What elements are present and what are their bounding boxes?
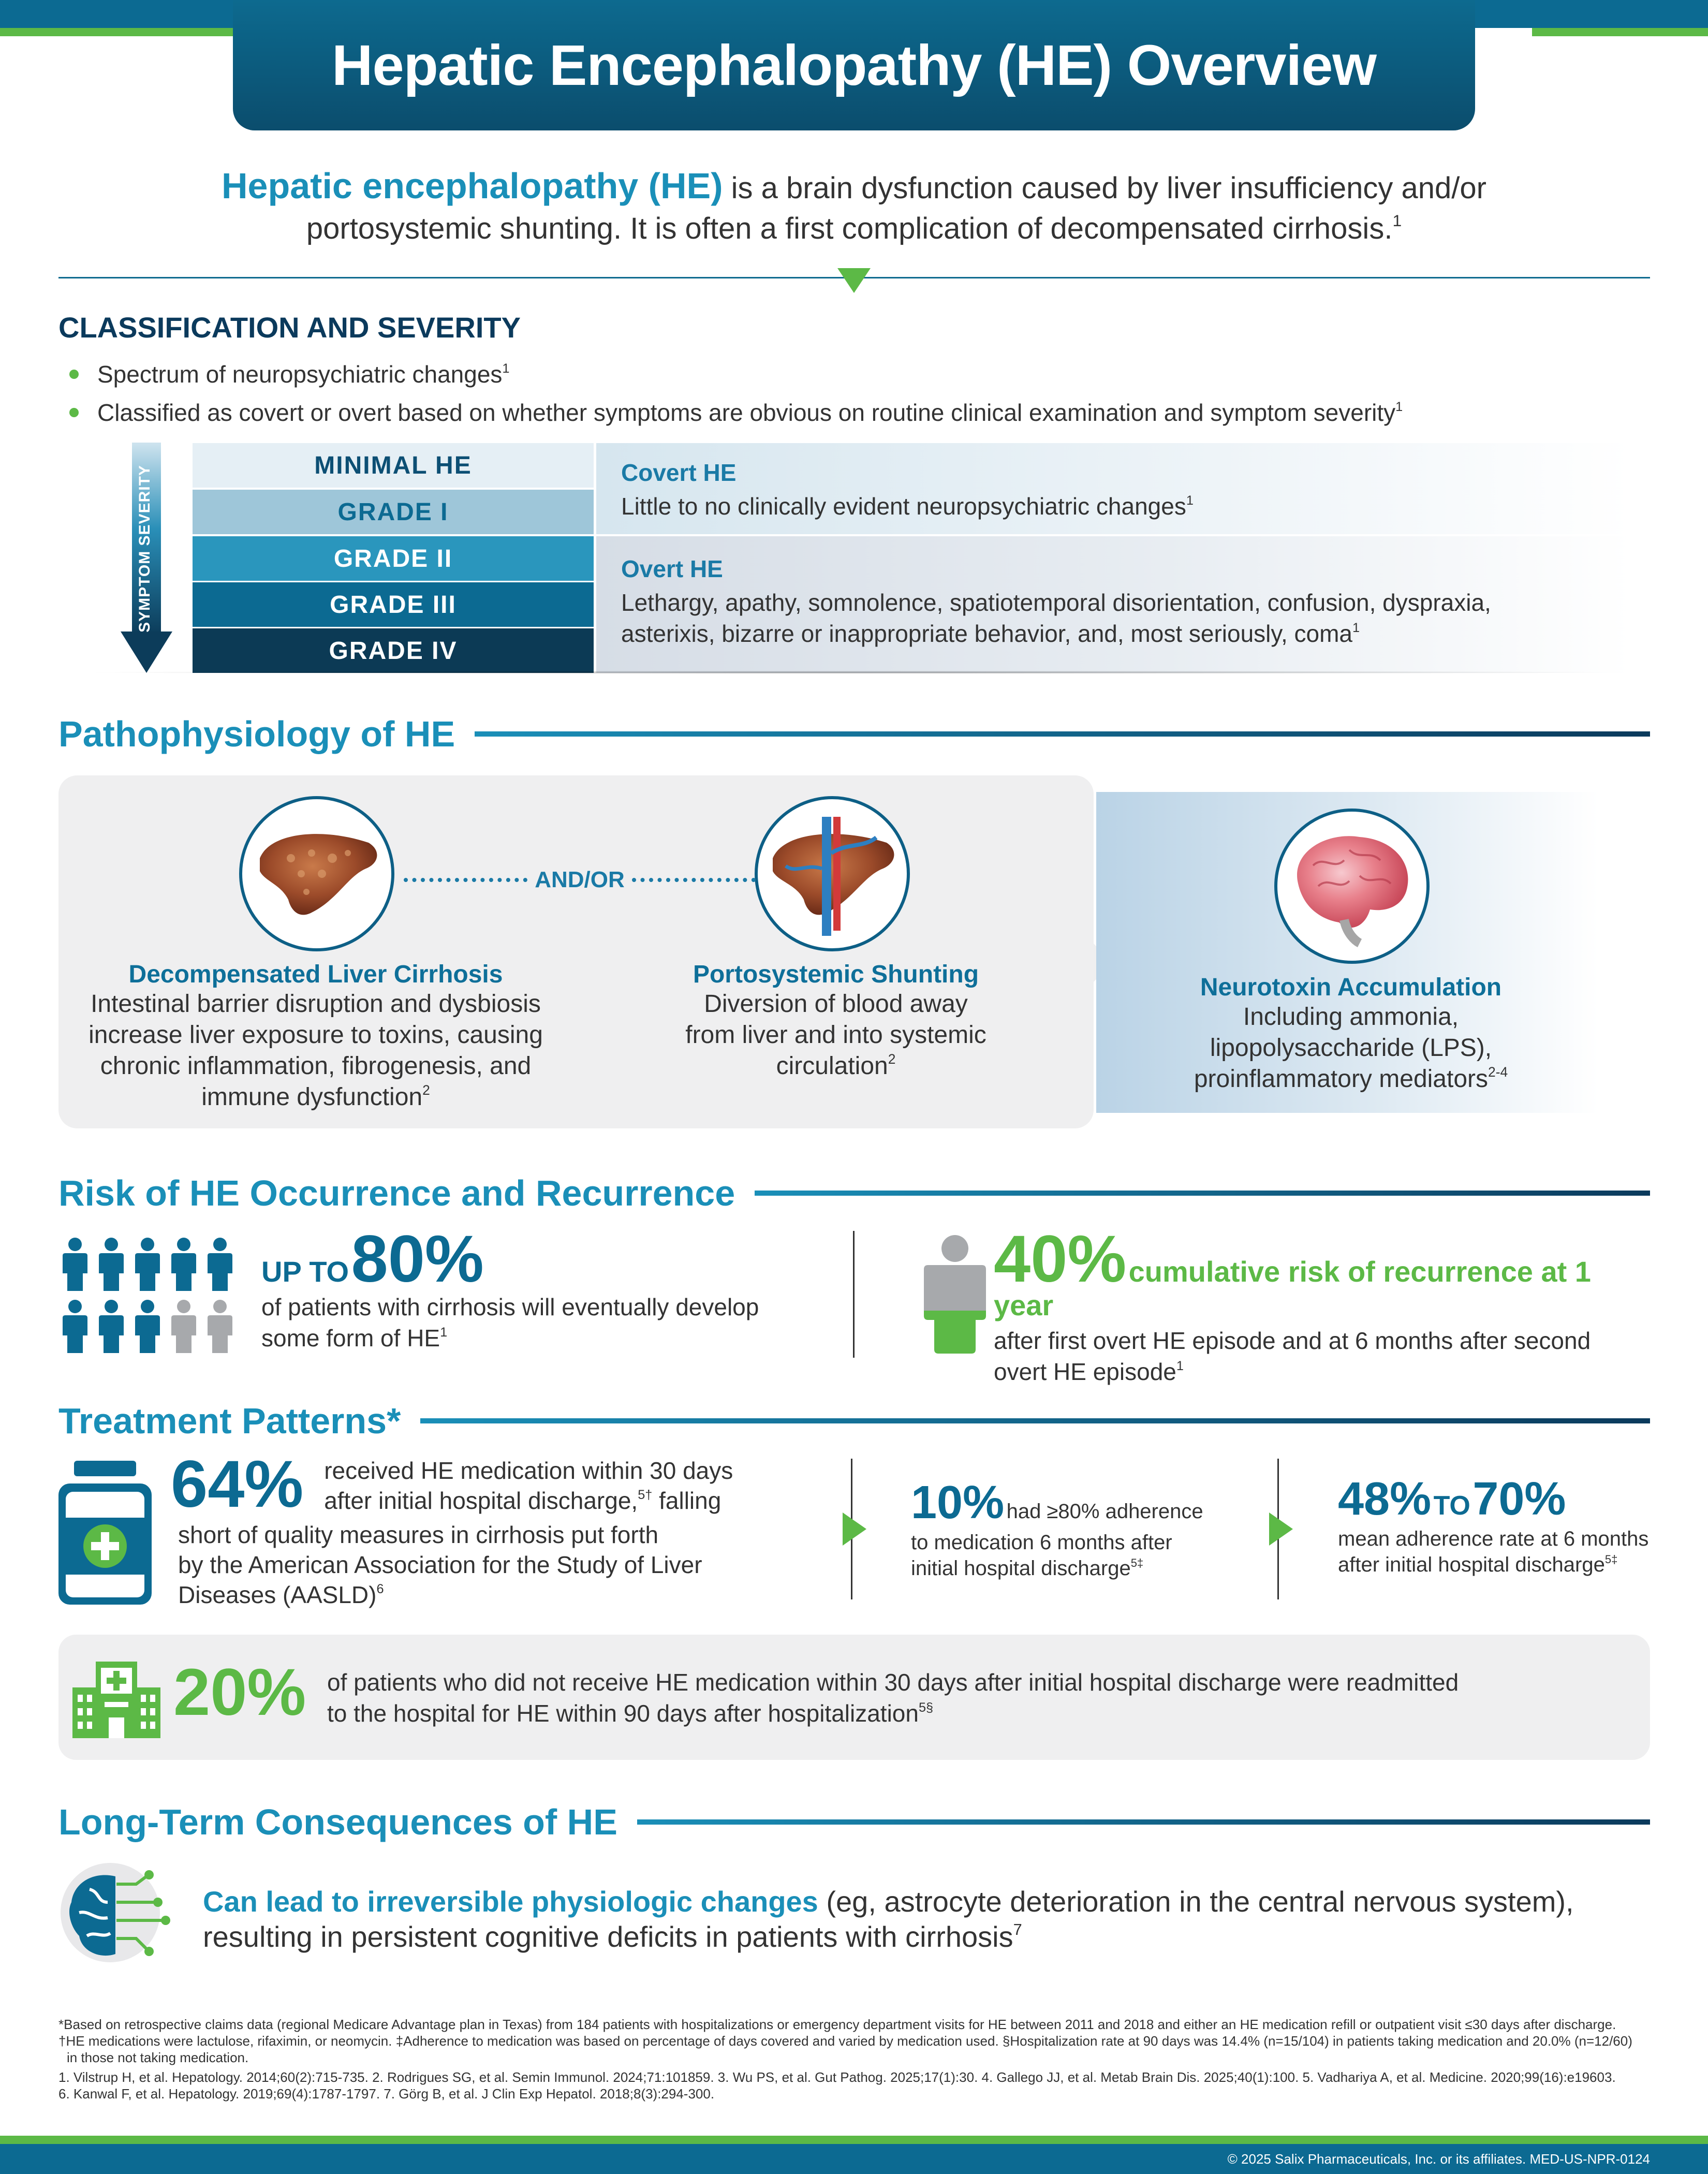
play-arrow-icon	[843, 1512, 866, 1546]
person-icon	[99, 1300, 124, 1353]
shunting-title: Portosystemic Shunting	[693, 961, 979, 988]
footnotes: *Based on retrospective claims data (regional Medicare Advantage plan in Texas) from 184 patients with hospitalizations or emergency department visits for HE between 2011 and 2018 and either an HE medication refill or outpatient visit ≤30 days after discharge. †HE medications were lactulose, rifaximin, or neomycin. ‡Adherence to medication was based on percentage of days covered and varied by medication used. §Hospitalization rate at 90 days was 14.4% (n=15/104) in patients taking medication and 20.0% (n=12/60) in those not taking medication. 1. Vilstrup H, et al. Hepatology. 2014;60(2):715-735. 2. Rodrigues SG, et al. Semin Immunol. 2024;71:101859. 3. Wu PS, et al. Gut Pathog. 2025;17(1):30. 4. Gallego JJ, et al. Metab Brain Dis. 2025;40(1):100. 5. Vadhariya A, et al. Medicine. 2020;99(16):e19603. 6. Kanwal F, et al. Hepatology. 2019;69(4):1787-1797. 7. Görg B, et al. J Clin Exp Hepatol. 2018;8(3):294-300.	[58, 2017, 1632, 2102]
person-icon	[171, 1300, 196, 1353]
bottom-accent	[0, 2136, 1708, 2144]
risk-value-40: 40%	[994, 1222, 1127, 1296]
covert-he-panel	[596, 443, 1631, 534]
classification-bullets	[67, 357, 1403, 434]
overt-title: Overt HE	[621, 555, 723, 582]
shunting-block	[624, 960, 1048, 1085]
brain-icon	[1274, 809, 1430, 964]
person-icon	[63, 1238, 87, 1291]
risk-occurrence	[261, 1222, 841, 1358]
person-icon	[99, 1238, 124, 1291]
grade-minimal: MINIMAL HE	[193, 443, 594, 488]
risk-occurrence-text: of patients with cirrhosis will eventually develop some form of $HE^1$	[261, 1294, 759, 1352]
overt-he-panel	[596, 536, 1631, 673]
cirrhosis-title: Decompensated Liver Cirrhosis	[128, 961, 503, 988]
section-heading: Long-Term Consequences of HE	[58, 1802, 617, 1842]
risk-recurrence-tail: cumulative risk of recurrence at 1 year	[994, 1255, 1591, 1321]
covert-title: Covert HE	[621, 459, 737, 486]
classification-heading: CLASSIFICATION AND SEVERITY	[58, 311, 521, 344]
person-icon	[135, 1300, 160, 1353]
down-triangle-icon	[837, 268, 871, 293]
neurotoxin-block	[1128, 973, 1573, 1098]
neurotoxin-title: Neurotoxin Accumulation	[1200, 974, 1502, 1001]
risk-divider	[853, 1231, 855, 1358]
cirrhosis-block	[83, 960, 549, 1116]
overt-text: Lethargy, apathy, somnolence, spatiotemporal disorientation, confusion, dyspraxia, asterixis, bizarre or inappropriate behavior, and, most seriously, coma$^1$	[621, 589, 1491, 647]
readmission-text: of patients who did not receive HE medication within 30 days after initial hospital discharge were readmitted to the hospital for HE within 90 days after hospitalization$^{5\S}$	[327, 1669, 1459, 1727]
person-icon	[135, 1238, 160, 1291]
covert-text: Little to no clinically evident neuropsychiatric changes$^1$	[621, 493, 1194, 520]
intro-ref: 1	[1392, 211, 1402, 230]
and-or-connector	[404, 867, 756, 892]
risk-prefix: UP TO	[261, 1255, 349, 1288]
treatment-64-head: received HE medication within 30 days after initial hospital discharge,$^{5\dagger}$ falling	[324, 1457, 733, 1514]
longterm-text: Can lead to irreversible physiologic changes (eg, astrocyte deterioration in the central nervous system), resulting in persistent cognitive deficits in patients with cirrhosis$^7$	[203, 1885, 1574, 1953]
brain-circuit-icon	[58, 1861, 183, 1972]
hospital-icon	[72, 1656, 160, 1742]
treatment-value-48: 48%	[1338, 1473, 1432, 1525]
top-accent-right	[1532, 28, 1708, 36]
page-title: Hepatic Encephalopathy (HE) Overview	[332, 33, 1376, 97]
section-heading: Pathophysiology of HE	[58, 714, 455, 754]
risk-recurrence	[994, 1222, 1651, 1391]
intro-highlight: Hepatic encephalopathy (HE)	[221, 166, 723, 206]
people-pictogram	[58, 1237, 240, 1359]
section-heading: Risk of HE Occurrence and Recurrence	[58, 1173, 735, 1213]
grade-2: GRADE II	[193, 536, 594, 581]
connector-label: AND/OR	[535, 867, 625, 892]
risk-value-80: 80%	[351, 1222, 484, 1296]
intro-text-b: portosystemic shunting. It is often a first complication of decompensated cirrhosis.	[306, 212, 1393, 245]
treatment-64-text: short of quality measures in cirrhosis put forth by the American Association for the Study of Liver Diseases (AASLD)$^6$	[178, 1521, 702, 1608]
treatment-10-text: to medication 6 months after initial hospital discharge$^{5\ddagger}$	[911, 1531, 1172, 1580]
person-icon	[208, 1300, 232, 1353]
bullet-item: Spectrum of neuropsychiatric changes$^1$	[67, 357, 1403, 395]
cirrhosis-text: Intestinal barrier disruption and dysbiosis increase liver exposure to toxins, causing chronic inflammation, fibrogenesis, and immune dysfunction$^2$	[89, 990, 543, 1111]
section-treatment	[58, 1400, 1650, 1442]
treatment-value-20: 20%	[173, 1655, 306, 1729]
section-heading: Treatment Patterns*	[58, 1401, 401, 1441]
top-accent-left	[0, 28, 233, 36]
section-pathophysiology	[58, 713, 1650, 755]
person-icon	[63, 1300, 87, 1353]
severity-shadow	[78, 671, 1625, 674]
liver-cirrhosis-icon	[239, 796, 394, 951]
grade-4: GRADE IV	[193, 628, 594, 673]
title-banner	[233, 0, 1475, 130]
play-arrow-icon	[1269, 1512, 1293, 1546]
intro-paragraph	[104, 166, 1604, 253]
person-icon	[171, 1238, 196, 1291]
medication-bottle-icon	[58, 1461, 152, 1608]
person-icon	[208, 1238, 232, 1291]
intro-text-a: is a brain dysfunction caused by liver insufficiency and/or	[723, 171, 1486, 205]
treatment-value-10: 10%	[911, 1477, 1005, 1529]
grade-1: GRADE I	[193, 490, 594, 534]
liver-shunting-icon	[755, 796, 910, 951]
treatment-48-70-text: mean adherence rate at 6 months after initial hospital discharge$^{5\ddagger}$	[1338, 1527, 1649, 1576]
bullet-item: Classified as covert or overt based on whether symptoms are obvious on routine clinical examination and symptom severity$^1$	[67, 395, 1403, 434]
neurotoxin-text: Including ammonia, lipopolysaccharide (LPS), proinflammatory mediators$^{2-4}$	[1194, 1003, 1508, 1093]
risk-recurrence-text: after first overt HE episode and at 6 months after second overt HE episode$^1$	[994, 1327, 1591, 1385]
treatment-value-64: 64%	[171, 1447, 304, 1521]
severity-axis-label: SYMPTOM SEVERITY	[136, 465, 153, 633]
shunting-text: Diversion of blood away from liver and into systemic circulation$^2$	[685, 990, 986, 1080]
treatment-value-70: 70%	[1473, 1473, 1566, 1525]
section-longterm	[58, 1801, 1650, 1843]
section-risk	[58, 1172, 1650, 1214]
severity-arrow-head-icon	[121, 631, 172, 673]
grade-3: GRADE III	[193, 582, 594, 627]
copyright: © 2025 Salix Pharmaceuticals, Inc. or its affiliates. MED-US-NPR-0124	[1227, 2151, 1650, 2167]
treatment-48-70: 48% TO 70% mean adherence rate at 6 months after initial hospital discharge$^{5\ddagger}$	[1338, 1473, 1659, 1581]
copyright-bar	[0, 2144, 1708, 2174]
person-half-icon	[911, 1233, 999, 1357]
treatment-10: 10% had ≥80% adherence to medication 6 months after initial hospital discharge$^{5\ddagger}$	[911, 1476, 1284, 1584]
treatment-64	[171, 1447, 828, 1614]
